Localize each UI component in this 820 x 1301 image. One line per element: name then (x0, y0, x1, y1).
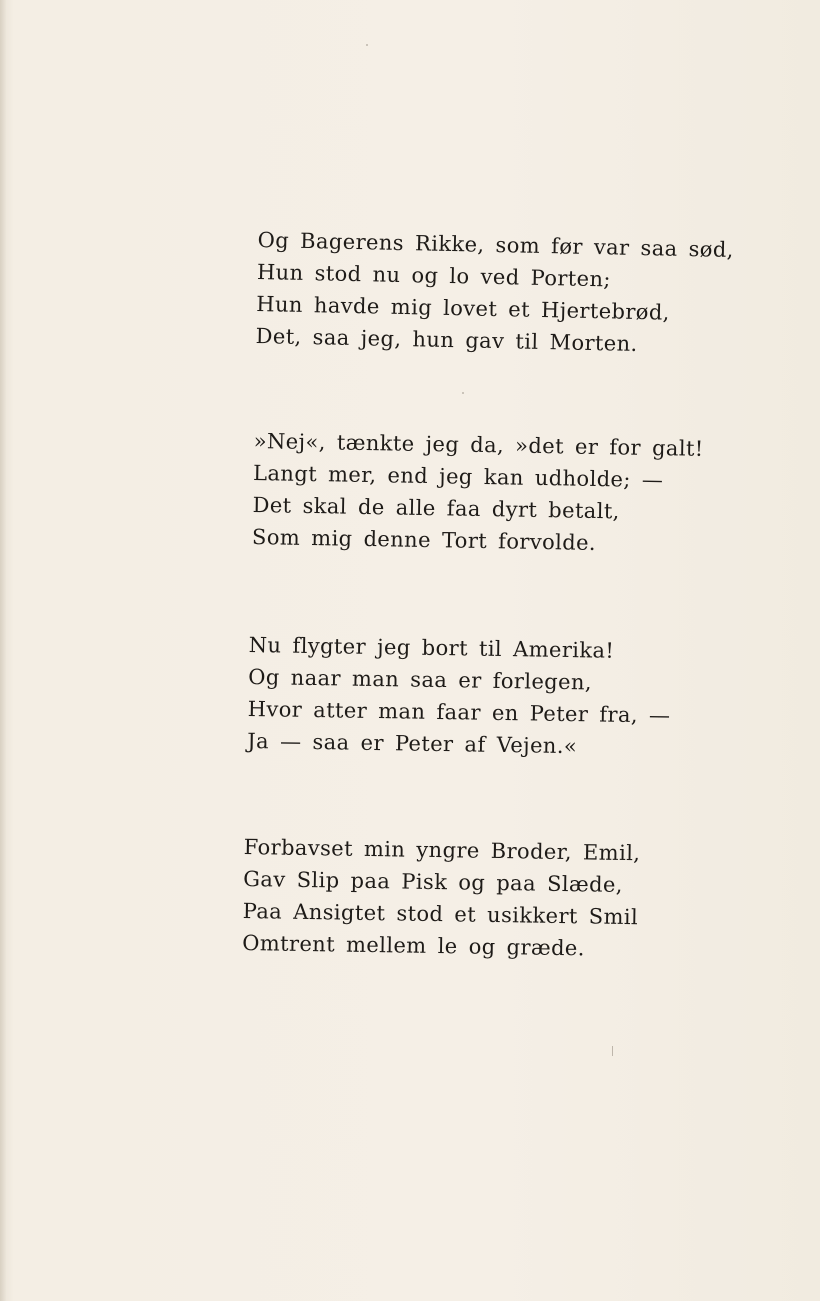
verse-line: Gav Slip paa Pisk og paa Slæde, (243, 866, 624, 897)
paper-speck (462, 392, 464, 394)
verse-line: Og Bagerens Rikke, som før var saa sød, (257, 227, 735, 262)
verse-line: Hun stod nu og lo ved Porten; (256, 259, 612, 292)
verse-line: »Nej«, tænkte jeg da, »det er for galt! (253, 428, 704, 461)
verse-line: Omtrent mellem le og græde. (242, 930, 586, 961)
verse-line: Forbavset min yngre Broder, Emil, (243, 834, 641, 866)
verse-line: Og naar man saa er forlegen, (248, 664, 593, 695)
verse-line: Som mig denne Tort forvolde. (251, 524, 597, 555)
stanza-1 (255, 224, 734, 362)
stanza-4 (242, 831, 641, 965)
verse-line: Paa Ansigtet stod et usikkert Smil (242, 898, 639, 930)
paper-speck (612, 1046, 613, 1056)
verse-line: Langt mer, end jeg kan udholde; — (252, 460, 664, 493)
paper-speck (366, 44, 368, 46)
verse-line: Det, saa jeg, hun gav til Morten. (255, 323, 638, 356)
verse-line: Nu flygter jeg bort til Amerika! (248, 632, 615, 663)
verse-line: Hun havde mig lovet et Hjertebrød, (256, 291, 671, 325)
verse-line: Det skal de alle faa dyrt betalt, (252, 492, 620, 524)
stanza-2 (252, 425, 704, 561)
page-edge (0, 0, 6, 1301)
verse-line: Hvor atter man faar en Peter fra, — (247, 696, 671, 728)
stanza-3 (247, 629, 672, 764)
verse-line: Ja — saa er Peter af Vejen.« (247, 728, 578, 759)
